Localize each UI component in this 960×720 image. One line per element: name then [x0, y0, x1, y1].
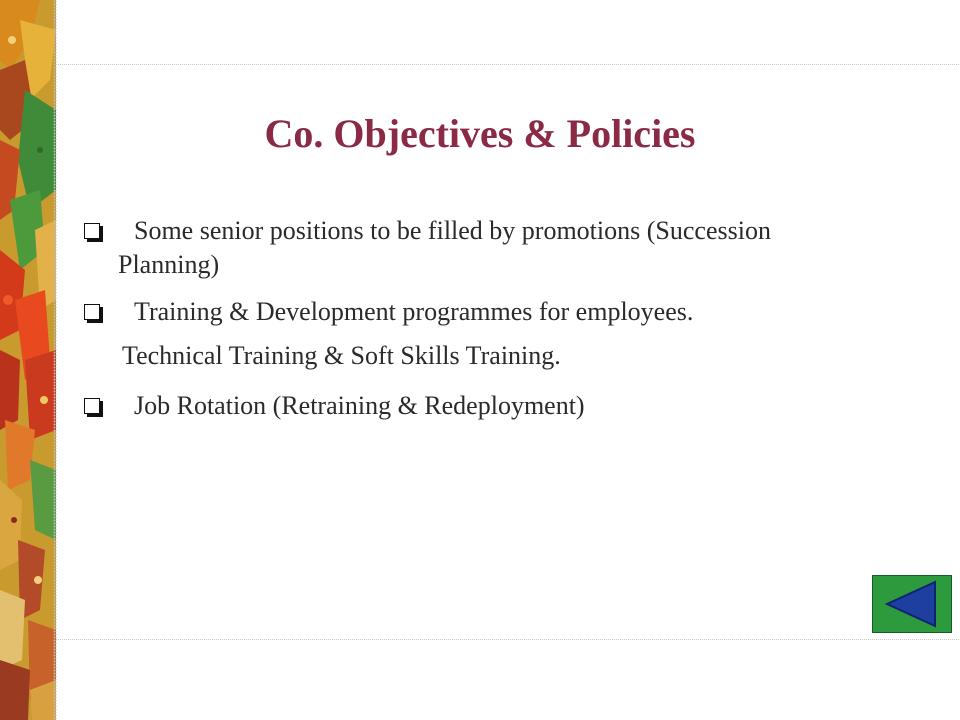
checkbox-bullet-icon [84, 398, 100, 414]
bullet-item [84, 214, 844, 282]
bullet-item [84, 389, 844, 423]
checkbox-bullet-icon [84, 223, 100, 239]
checkbox-bullet-icon [84, 304, 100, 320]
divider-bottom [56, 639, 960, 640]
bullet-text: Job Rotation (Retraining & Redeployment) [134, 391, 585, 420]
sub-line: Technical Training & Soft Skills Training. [122, 341, 561, 370]
slide-title: Co. Objectives & Policies [264, 111, 696, 156]
slide-content [84, 214, 844, 436]
divider-top [56, 64, 960, 65]
bullet-text: Some senior positions to be filled by promotions (Succession Planning) [118, 216, 771, 279]
left-triangle-icon [873, 576, 951, 632]
decorative-side-artwork [0, 0, 56, 720]
back-button[interactable] [872, 575, 952, 633]
bullet-text: Training & Development programmes for employees. [134, 297, 694, 326]
bullet-item [84, 295, 844, 329]
